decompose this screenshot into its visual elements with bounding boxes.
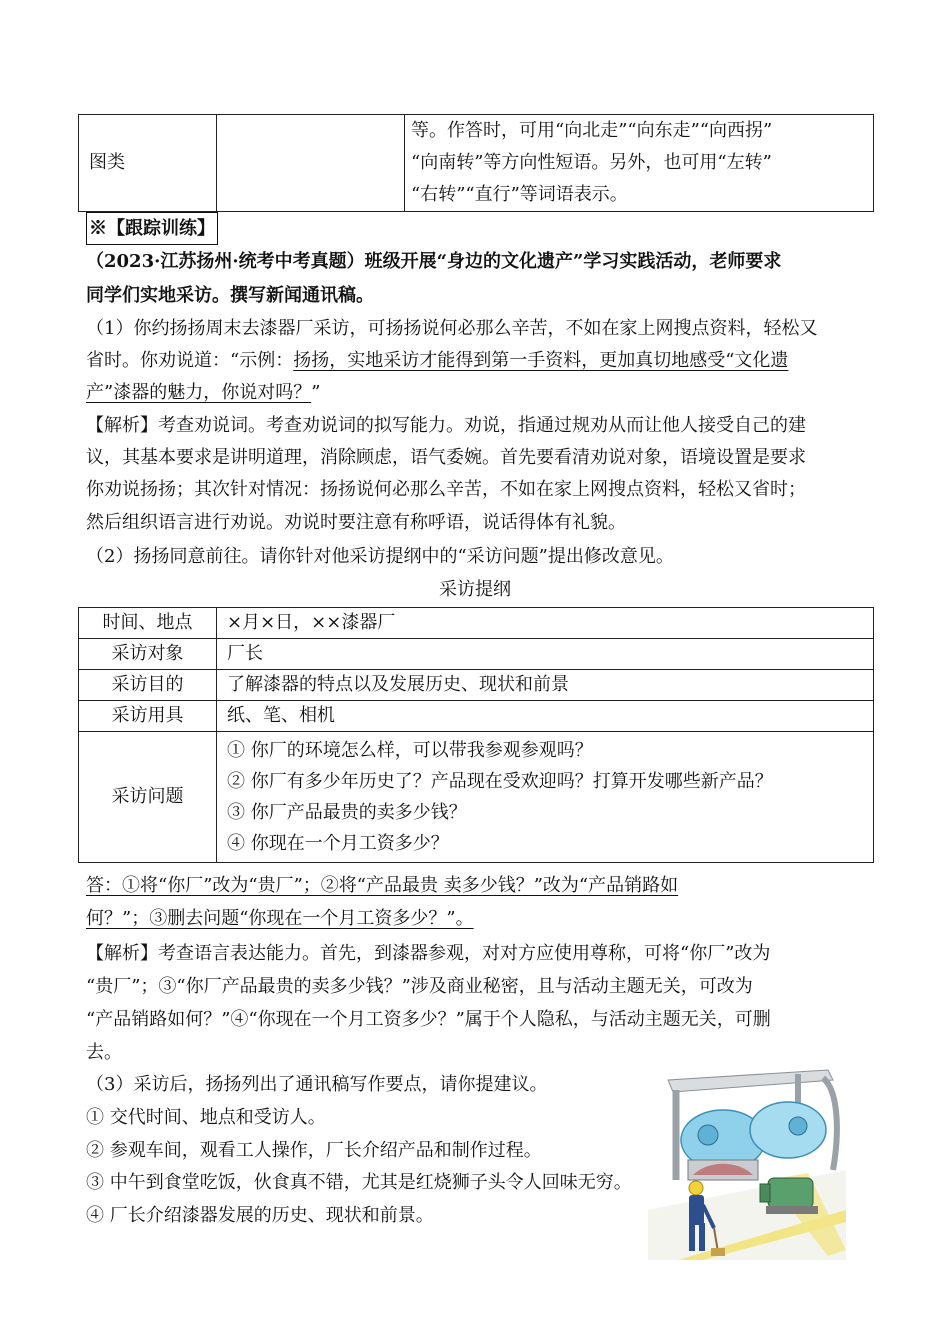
outline-table-title: 采访提纲 [439, 579, 511, 600]
q2-prompt: （2）扬扬同意前往。请你针对他采访提纲中的“采访问题”提出修改意见。 [86, 546, 674, 567]
top-table-col2 [217, 115, 405, 212]
q1-analysis-line: 议，其基本要求是讲明道理，消除顾虑，语气委婉。首先要看清劝说对象，语境设置是要求 [86, 447, 806, 468]
row-label: 时间、地点 [79, 608, 217, 639]
row-label: 采访用具 [79, 701, 217, 732]
q2-analysis-line: “产品销路如何？”④“你现在一个月工资多少？”属于个人隐私，与活动主题无关，可删 [86, 1009, 771, 1030]
workshop-illustration [648, 1060, 846, 1260]
row-value: 厂长 [217, 639, 874, 670]
q1-line: （1）你约扬扬周末去漆器厂采访，可扬扬说何必那么辛苦，不如在家上网搜点资料，轻松又 [86, 318, 818, 339]
row-label: 采访问题 [79, 732, 217, 863]
q2-analysis-line: “贵厂”；③“你厂产品最贵的卖多少钱？”涉及商业秘密，且与活动主题无关，可改为 [86, 976, 753, 997]
q3-point: ④ 厂长介绍漆器发展的历史、现状和前景。 [86, 1205, 434, 1226]
row-value: 纸、笔、相机 [217, 701, 874, 732]
top-table-line: “右转”“直行”等词语表示。 [411, 184, 628, 205]
top-table-line: 等。作答时，可用“向北走”“向东走”“向西拐” [411, 120, 773, 141]
question-intro-line: 同学们实地采访。撰写新闻通讯稿。 [86, 285, 374, 306]
q1-line-3 [86, 377, 320, 408]
questions-cell [217, 732, 874, 863]
table-row [79, 608, 874, 639]
table-row [79, 732, 874, 863]
q3-point: ① 交代时间、地点和受访人。 [86, 1107, 326, 1128]
question-intro-line: （2023·江苏扬州·统考中考真题）班级开展“身边的文化遗产”学习实践活动，老师要求 [86, 251, 782, 272]
q3-point: ② 参观车间，观看工人操作，厂长介绍产品和制作过程。 [86, 1140, 542, 1161]
top-table-col1: 图类 [79, 115, 217, 212]
table-row [79, 701, 874, 732]
q1-analysis-line: 然后组织语言进行劝说。劝说时要注意有称呼语，说话得体有礼貌。 [86, 512, 626, 533]
q2-answer-line: 何？”；③删去问题“你现在一个月工资多少？”。 [86, 908, 474, 929]
question-item: ③ 你厂产品最贵的卖多少钱？ [227, 802, 467, 823]
q1-line-2 [86, 345, 788, 376]
q1-answer-part1: 扬扬，实地采访才能得到第一手资料，更加真切地感受“文化遗 [293, 350, 789, 371]
q1-answer-close: ” [311, 382, 321, 403]
table-row [79, 670, 874, 701]
question-item: ④ 你现在一个月工资多少？ [227, 833, 449, 854]
section-heading [86, 212, 218, 245]
top-table [78, 114, 874, 212]
row-label: 采访对象 [79, 639, 217, 670]
q3-prompt: （3）采访后，扬扬列出了通讯稿写作要点，请你提建议。 [86, 1074, 548, 1095]
q2-analysis-line: 去。 [86, 1042, 122, 1063]
q2-analysis-line: 【解析】考查语言表达能力。首先，到漆器参观，对对方应使用尊称，可将“你厂”改为 [86, 943, 771, 964]
section-heading-text: ※【跟踪训练】 [86, 212, 218, 245]
table-row [79, 639, 874, 670]
outline-table [78, 607, 874, 863]
row-value: 了解漆器的特点以及发展历史、现状和前景 [217, 670, 874, 701]
top-table-col3 [405, 115, 874, 212]
question-item: ① 你厂的环境怎么样，可以带我参观参观吗？ [227, 740, 593, 761]
question-item: ② 你厂有多少年历史了？产品现在受欢迎吗？打算开发哪些新产品？ [227, 771, 773, 792]
row-value: ×月×日，××漆器厂 [217, 608, 874, 639]
top-table-line: “向南转”等方向性短语。另外，也可用“左转” [411, 152, 772, 173]
q3-point: ③ 中午到食堂吃饭，伙食真不错，尤其是红烧狮子头令人回味无穷。 [86, 1172, 632, 1193]
q1-analysis-line: 你劝说扬扬；其次针对情况：扬扬说何必那么辛苦，不如在家上网搜点资料，轻松又省时； [86, 479, 806, 500]
row-label: 采访目的 [79, 670, 217, 701]
q2-answer-line: 答：①将“你厂”改为“贵厂”；②将“产品最贵 卖多少钱？”改为“产品销路如 [86, 875, 679, 896]
q1-lead: 省时。你劝说道：“示例： [86, 350, 294, 371]
q1-analysis-line: 【解析】考查劝说词。考查劝说词的拟写能力。劝说，指通过规劝从而让他人接受自己的建 [86, 415, 806, 436]
q1-answer-part2: 产”漆器的魅力，你说对吗？ [86, 382, 312, 403]
